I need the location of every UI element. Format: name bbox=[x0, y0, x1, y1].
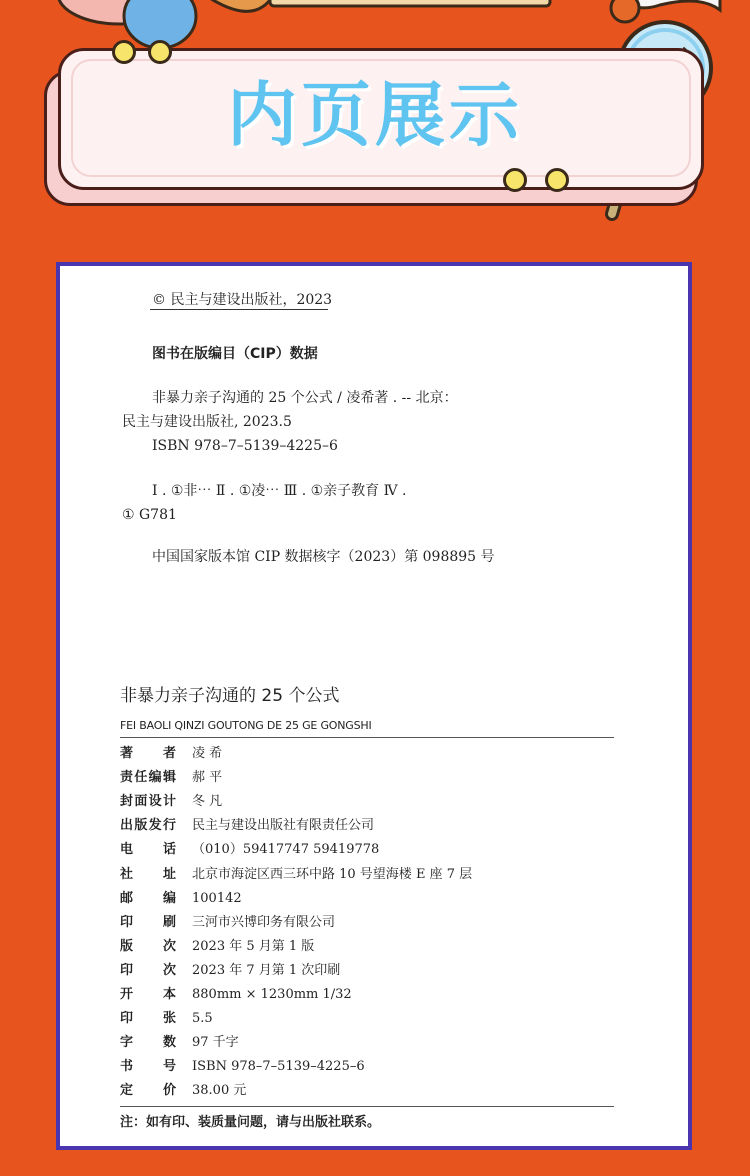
detail-value: 880mm × 1230mm 1/32 bbox=[192, 987, 352, 1002]
detail-label-char: 张 bbox=[162, 1011, 176, 1027]
detail-row bbox=[120, 913, 620, 935]
detail-value: 郝 平 bbox=[192, 770, 223, 786]
detail-label-char: 面 bbox=[134, 794, 148, 810]
detail-label-char: 印 bbox=[120, 962, 134, 978]
detail-label-char: 印 bbox=[120, 914, 134, 930]
detail-label-char: 责 bbox=[120, 770, 134, 786]
decor-dot bbox=[148, 40, 172, 64]
detail-label-char: 次 bbox=[162, 962, 176, 978]
detail-label-char: 辑 bbox=[162, 770, 176, 786]
detail-label-char: 价 bbox=[162, 1083, 176, 1099]
detail-label-char: 行 bbox=[162, 818, 176, 834]
detail-row bbox=[120, 1033, 620, 1055]
detail-row bbox=[120, 865, 620, 887]
cip-number: 中国国家版本馆 CIP 数据核字（2023）第 098895 号 bbox=[152, 549, 495, 565]
detail-label-char: 印 bbox=[120, 1011, 134, 1027]
detail-value: ISBN 978–7–5139–4225–6 bbox=[192, 1059, 365, 1075]
detail-label bbox=[120, 1057, 176, 1077]
detail-label bbox=[120, 1009, 176, 1029]
detail-row bbox=[120, 816, 620, 838]
book-pinyin: FEI BAOLI QINZI GOUTONG DE 25 GE GONGSHI bbox=[120, 719, 372, 732]
cip-entry-line1: 非暴力亲子沟通的 25 个公式 / 凌希著 . -- 北京： bbox=[152, 390, 458, 406]
detail-label bbox=[120, 889, 176, 909]
cip-subject-line1: Ⅰ . ①非⋯ Ⅱ . ①凌⋯ Ⅲ . ①亲子教育 Ⅳ . bbox=[152, 483, 407, 499]
copyright-page bbox=[56, 262, 692, 1150]
detail-label-char: 著 bbox=[120, 746, 134, 761]
divider bbox=[120, 1106, 614, 1107]
book-title: 非暴力亲子沟通的 25 个公式 bbox=[120, 686, 340, 706]
detail-value: 5.5 bbox=[192, 1011, 213, 1027]
detail-label-char: 计 bbox=[162, 794, 176, 810]
detail-row bbox=[120, 792, 620, 814]
detail-label-char: 刷 bbox=[162, 914, 176, 930]
cip-isbn: ISBN 978–7–5139–4225–6 bbox=[152, 438, 338, 454]
detail-value: 100142 bbox=[192, 890, 242, 906]
detail-label bbox=[120, 937, 176, 957]
detail-label-char: 出 bbox=[120, 818, 134, 834]
detail-row bbox=[120, 937, 620, 959]
detail-value: 冬 凡 bbox=[192, 794, 223, 810]
detail-label-char: 社 bbox=[120, 866, 134, 882]
detail-label bbox=[120, 840, 176, 860]
banner bbox=[0, 0, 750, 240]
copyright-line: © 民主与建设出版社，2023 bbox=[152, 292, 333, 308]
detail-label-char: 编 bbox=[162, 890, 176, 906]
detail-label bbox=[120, 961, 176, 981]
detail-row bbox=[120, 744, 620, 766]
detail-label-char: 邮 bbox=[120, 890, 134, 906]
detail-label-char: 版 bbox=[134, 818, 148, 834]
stick-shape bbox=[270, 0, 550, 6]
detail-label-char: 电 bbox=[120, 842, 134, 858]
cartoon-nose-shape bbox=[611, 0, 639, 22]
detail-value: 北京市海淀区西三环中路 10 号望海楼 E 座 7 层 bbox=[192, 866, 473, 882]
detail-value: 38.00 元 bbox=[192, 1083, 247, 1099]
detail-label bbox=[120, 985, 176, 1005]
detail-label bbox=[120, 913, 176, 933]
detail-value: 97 千字 bbox=[192, 1035, 239, 1051]
divider bbox=[150, 309, 328, 310]
detail-label-char: 开 bbox=[120, 987, 134, 1002]
detail-label-char: 字 bbox=[120, 1035, 134, 1051]
detail-label-char: 话 bbox=[162, 842, 176, 858]
detail-label bbox=[120, 768, 176, 788]
detail-value: 2023 年 7 月第 1 次印刷 bbox=[192, 962, 341, 978]
detail-row bbox=[120, 985, 620, 1007]
cip-entry-line2: 民主与建设出版社, 2023.5 bbox=[122, 414, 292, 430]
detail-label-char: 次 bbox=[162, 938, 176, 954]
detail-label bbox=[120, 816, 176, 836]
detail-row bbox=[120, 961, 620, 983]
detail-label-char: 书 bbox=[120, 1059, 134, 1075]
decor-dot bbox=[545, 168, 569, 192]
detail-label-char: 数 bbox=[162, 1035, 176, 1051]
detail-value: 民主与建设出版社有限责任公司 bbox=[192, 818, 375, 834]
detail-label bbox=[120, 865, 176, 885]
detail-row bbox=[120, 1009, 620, 1031]
detail-label-char: 本 bbox=[162, 987, 176, 1002]
detail-label bbox=[120, 1081, 176, 1101]
detail-row bbox=[120, 840, 620, 862]
detail-label-char: 号 bbox=[162, 1059, 176, 1075]
detail-label-char: 发 bbox=[148, 818, 162, 834]
detail-label-char: 者 bbox=[162, 746, 176, 761]
detail-row bbox=[120, 768, 620, 790]
detail-label bbox=[120, 744, 176, 764]
detail-label-char: 设 bbox=[148, 794, 162, 810]
decor-dot bbox=[112, 40, 136, 64]
divider bbox=[120, 737, 614, 738]
detail-label-char: 版 bbox=[120, 938, 134, 954]
detail-value: 凌 希 bbox=[192, 746, 223, 761]
decor-dot bbox=[503, 168, 527, 192]
quality-note: 注：如有印、装质量问题，请与出版社联系。 bbox=[120, 1115, 381, 1130]
detail-value: （010）59417747 59419778 bbox=[192, 842, 380, 858]
detail-label-char: 定 bbox=[120, 1083, 134, 1099]
detail-label-char: 编 bbox=[148, 770, 162, 786]
detail-value: 2023 年 5 月第 1 版 bbox=[192, 938, 315, 954]
banner-title: 内页展示 bbox=[227, 74, 523, 156]
detail-label-char: 封 bbox=[120, 794, 134, 810]
cip-heading: 图书在版编目（CIP）数据 bbox=[152, 346, 318, 362]
detail-row bbox=[120, 889, 620, 911]
cip-subject-line2: ① G781 bbox=[122, 507, 177, 523]
detail-row bbox=[120, 1057, 620, 1079]
detail-label-char: 任 bbox=[134, 770, 148, 786]
detail-row bbox=[120, 1081, 620, 1103]
detail-label-char: 址 bbox=[162, 866, 176, 882]
detail-label bbox=[120, 792, 176, 812]
cartoon-tail-shape bbox=[205, 0, 270, 11]
detail-label bbox=[120, 1033, 176, 1053]
detail-value: 三河市兴博印务有限公司 bbox=[192, 914, 336, 930]
